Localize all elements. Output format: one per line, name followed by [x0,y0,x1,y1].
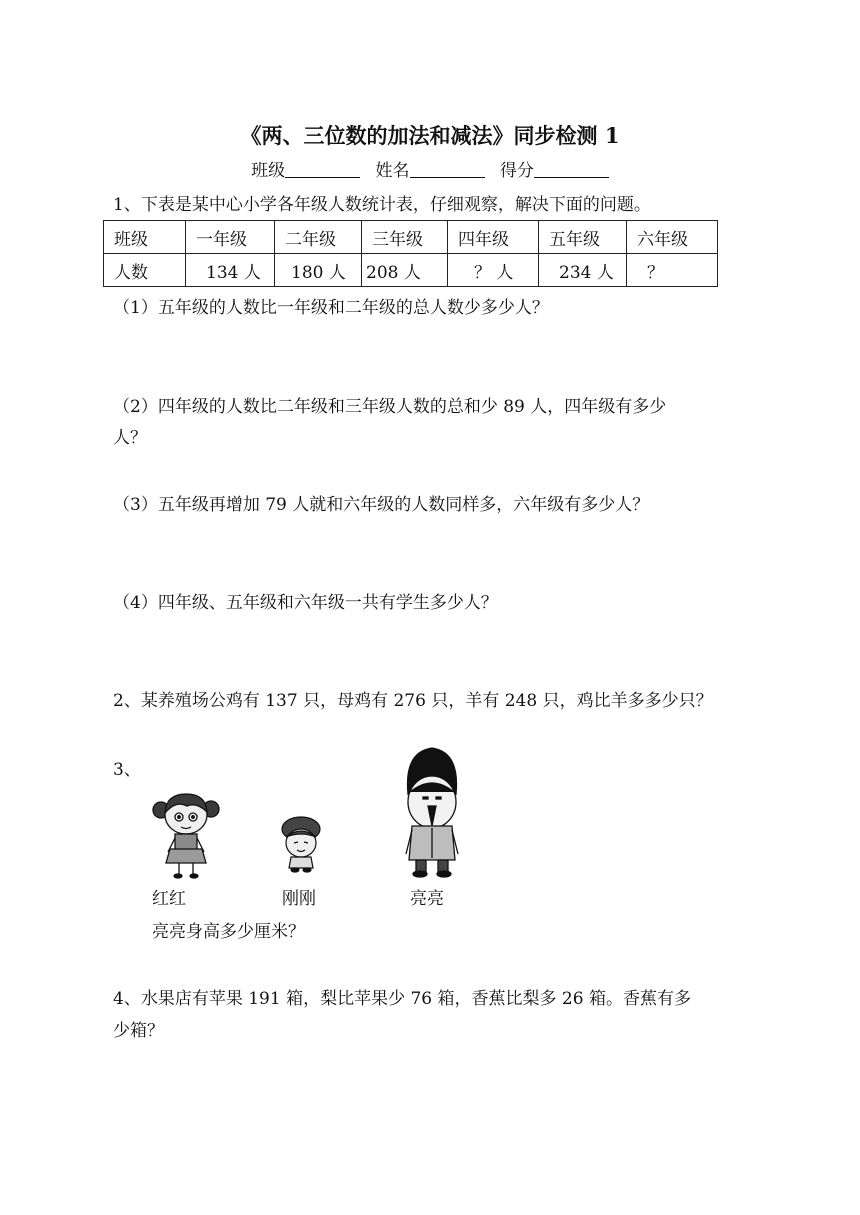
table-cell: 208 人 [362,254,448,287]
name-label-ganggang: 刚刚 [282,889,316,909]
score-blank[interactable] [534,161,609,178]
name-label-honghong: 红红 [152,889,186,909]
table-cell: 180 人 [275,254,362,287]
name-blank[interactable] [410,161,485,178]
table-header-row [104,221,718,254]
question-1-part-4: （4）四年级、五年级和六年级一共有学生多少人？ [113,593,498,613]
table-cell: 134 人 [186,254,275,287]
table-cell: 人数 [104,254,186,287]
score-label: 得分 [499,161,534,181]
table-cell: 三年级 [362,221,448,254]
question-1-part-3: （3）五年级再增加 79 人就和六年级的人数同样多，六年级有多少人？ [113,495,650,515]
table-cell: 六年级 [627,221,718,254]
question-1-intro: 1、下表是某中心小学各年级人数统计表，仔细观察，解决下面的问题。 [113,195,651,215]
boy-liang-illustration [400,742,464,880]
question-4-line-1: 4、水果店有苹果 191 箱，梨比苹果少 76 箱，香蕉比梨多 26 箱。香蕉有多 [113,989,691,1009]
grade-count-table [103,220,718,287]
student-info-line [0,160,860,182]
table-cell: ？ [627,254,718,287]
girl-illustration [148,785,224,880]
question-1-part-1: （1）五年级的人数比一年级和二年级的总人数少多少人？ [113,298,549,318]
question-3-text: 亮亮身高多少厘米？ [152,922,305,942]
table-cell: 五年级 [539,221,627,254]
table-cell: ？ 人 [448,254,539,287]
question-3-number: 3、 [113,760,141,780]
table-cell: 二年级 [275,221,362,254]
name-label-liangliang: 亮亮 [410,889,444,909]
question-4-line-2: 少箱？ [113,1021,164,1041]
table-cell: 班级 [104,221,186,254]
table-cell: 四年级 [448,221,539,254]
class-blank[interactable] [285,161,360,178]
table-row [104,254,718,287]
name-label: 姓名 [375,161,410,181]
table-cell: 234 人 [539,254,627,287]
question-2: 2、某养殖场公鸡有 137 只，母鸡有 276 只，羊有 248 只，鸡比羊多多少只？ [113,691,713,711]
page-title: 《两、三位数的加法和减法》同步检测 1 [240,123,620,148]
boy-gang-illustration [277,815,325,875]
question-1-part-2-line-1: （2）四年级的人数比二年级和三年级人数的总和少 89 人，四年级有多少 [113,397,667,417]
class-label: 班级 [251,161,286,181]
table-cell: 一年级 [186,221,275,254]
question-1-part-2-line-2: 人？ [113,428,147,448]
